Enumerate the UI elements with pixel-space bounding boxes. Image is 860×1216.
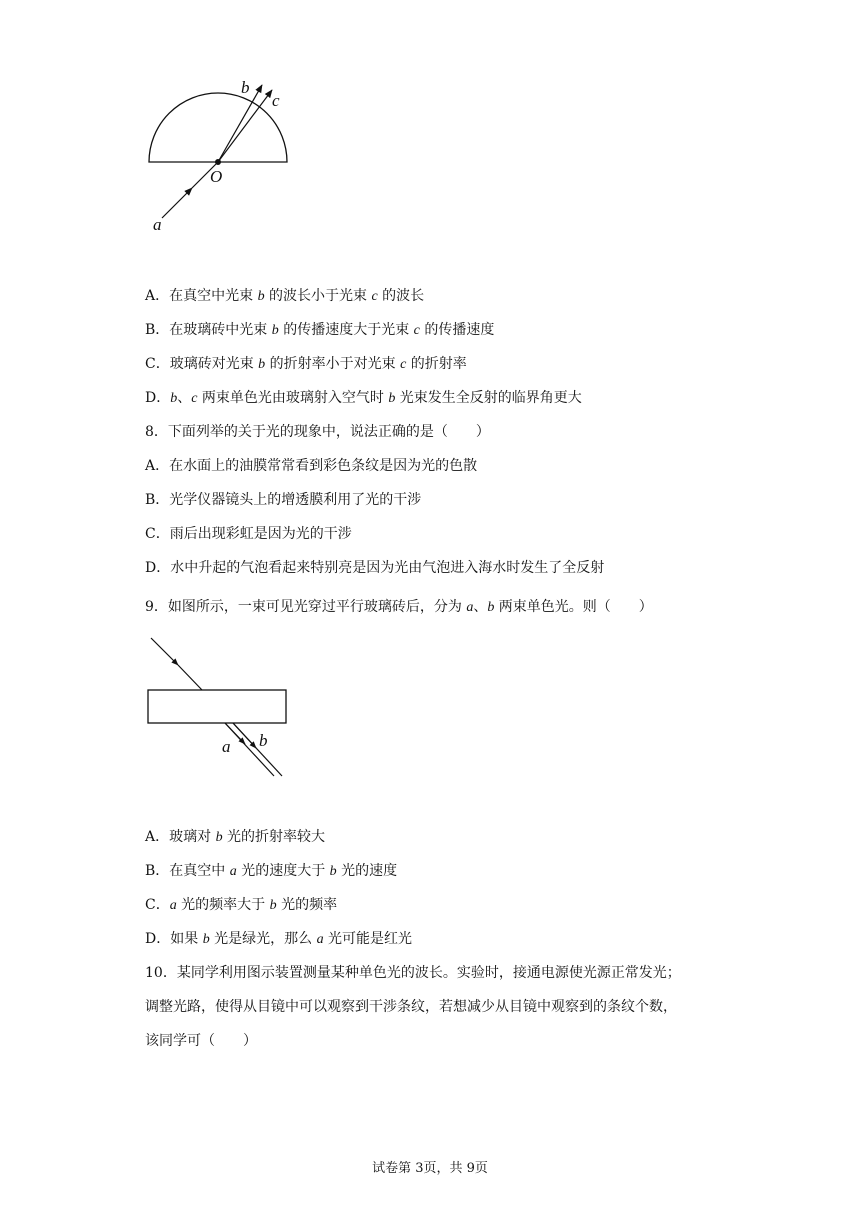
q9-stem: 9．如图所示，一束可见光穿过平行玻璃砖后，分为 a、b 两束单色光。则（ ） [145, 599, 653, 615]
q7-option-d: D．b、c 两束单色光由玻璃射入空气时 b 光束发生全反射的临界角更大 [145, 390, 582, 406]
glass-slab-figure [140, 630, 300, 785]
q7-option-b: B．在玻璃砖中光束 b 的传播速度大于光束 c 的传播速度 [145, 322, 495, 338]
q9-option-c: C．a 光的频率大于 b 光的频率 [145, 897, 338, 913]
label-a: a [153, 215, 162, 234]
semicircle-refraction-figure [140, 75, 300, 240]
ray-c [218, 90, 272, 162]
point-o [215, 159, 221, 165]
incident-ray [151, 638, 178, 665]
q9-option-a: A．玻璃对 b 光的折射率较大 [145, 829, 326, 845]
q7-option-a: A．在真空中光束 b 的波长小于光束 c 的波长 [145, 288, 425, 304]
q8-option-b: B．光学仪器镜头上的增透膜利用了光的干涉 [145, 492, 422, 508]
q10-line-2: 调整光路，使得从目镜中可以观察到干涉条纹，若想减少从目镜中观察到的条纹个数， [145, 999, 677, 1015]
label-o: O [210, 167, 223, 186]
label-b: b [241, 78, 250, 97]
incident-ray-a [162, 188, 192, 218]
q8-option-d: D．水中升起的气泡看起来特别亮是因为光由气泡进入海水时发生了全反射 [145, 560, 605, 576]
q8-option-a: A．在水面上的油膜常常看到彩色条纹是因为光的色散 [145, 458, 478, 474]
label-a: a [222, 737, 231, 756]
semicircle-outline [149, 93, 287, 162]
q10-line-3: 该同学可（ ） [145, 1033, 257, 1049]
q8-stem: 8．下面列举的关于光的现象中，说法正确的是（ ） [145, 424, 490, 440]
label-c: c [272, 91, 280, 110]
glass-slab [148, 690, 286, 723]
q9-option-b: B．在真空中 a 光的速度大于 b 光的速度 [145, 863, 398, 879]
q9-option-d: D．如果 b 光是绿光，那么 a 光可能是红光 [145, 931, 413, 947]
page-footer: 试卷第 3页，共 9页 [372, 1161, 488, 1176]
q7-option-c: C．玻璃砖对光束 b 的折射率小于对光束 c 的折射率 [145, 356, 467, 372]
q10-line-1: 10．某同学利用图示装置测量某种单色光的波长。实验时，接通电源使光源正常发光； [145, 965, 681, 981]
label-b: b [259, 731, 268, 750]
q8-option-c: C．雨后出现彩虹是因为光的干涉 [145, 526, 352, 542]
